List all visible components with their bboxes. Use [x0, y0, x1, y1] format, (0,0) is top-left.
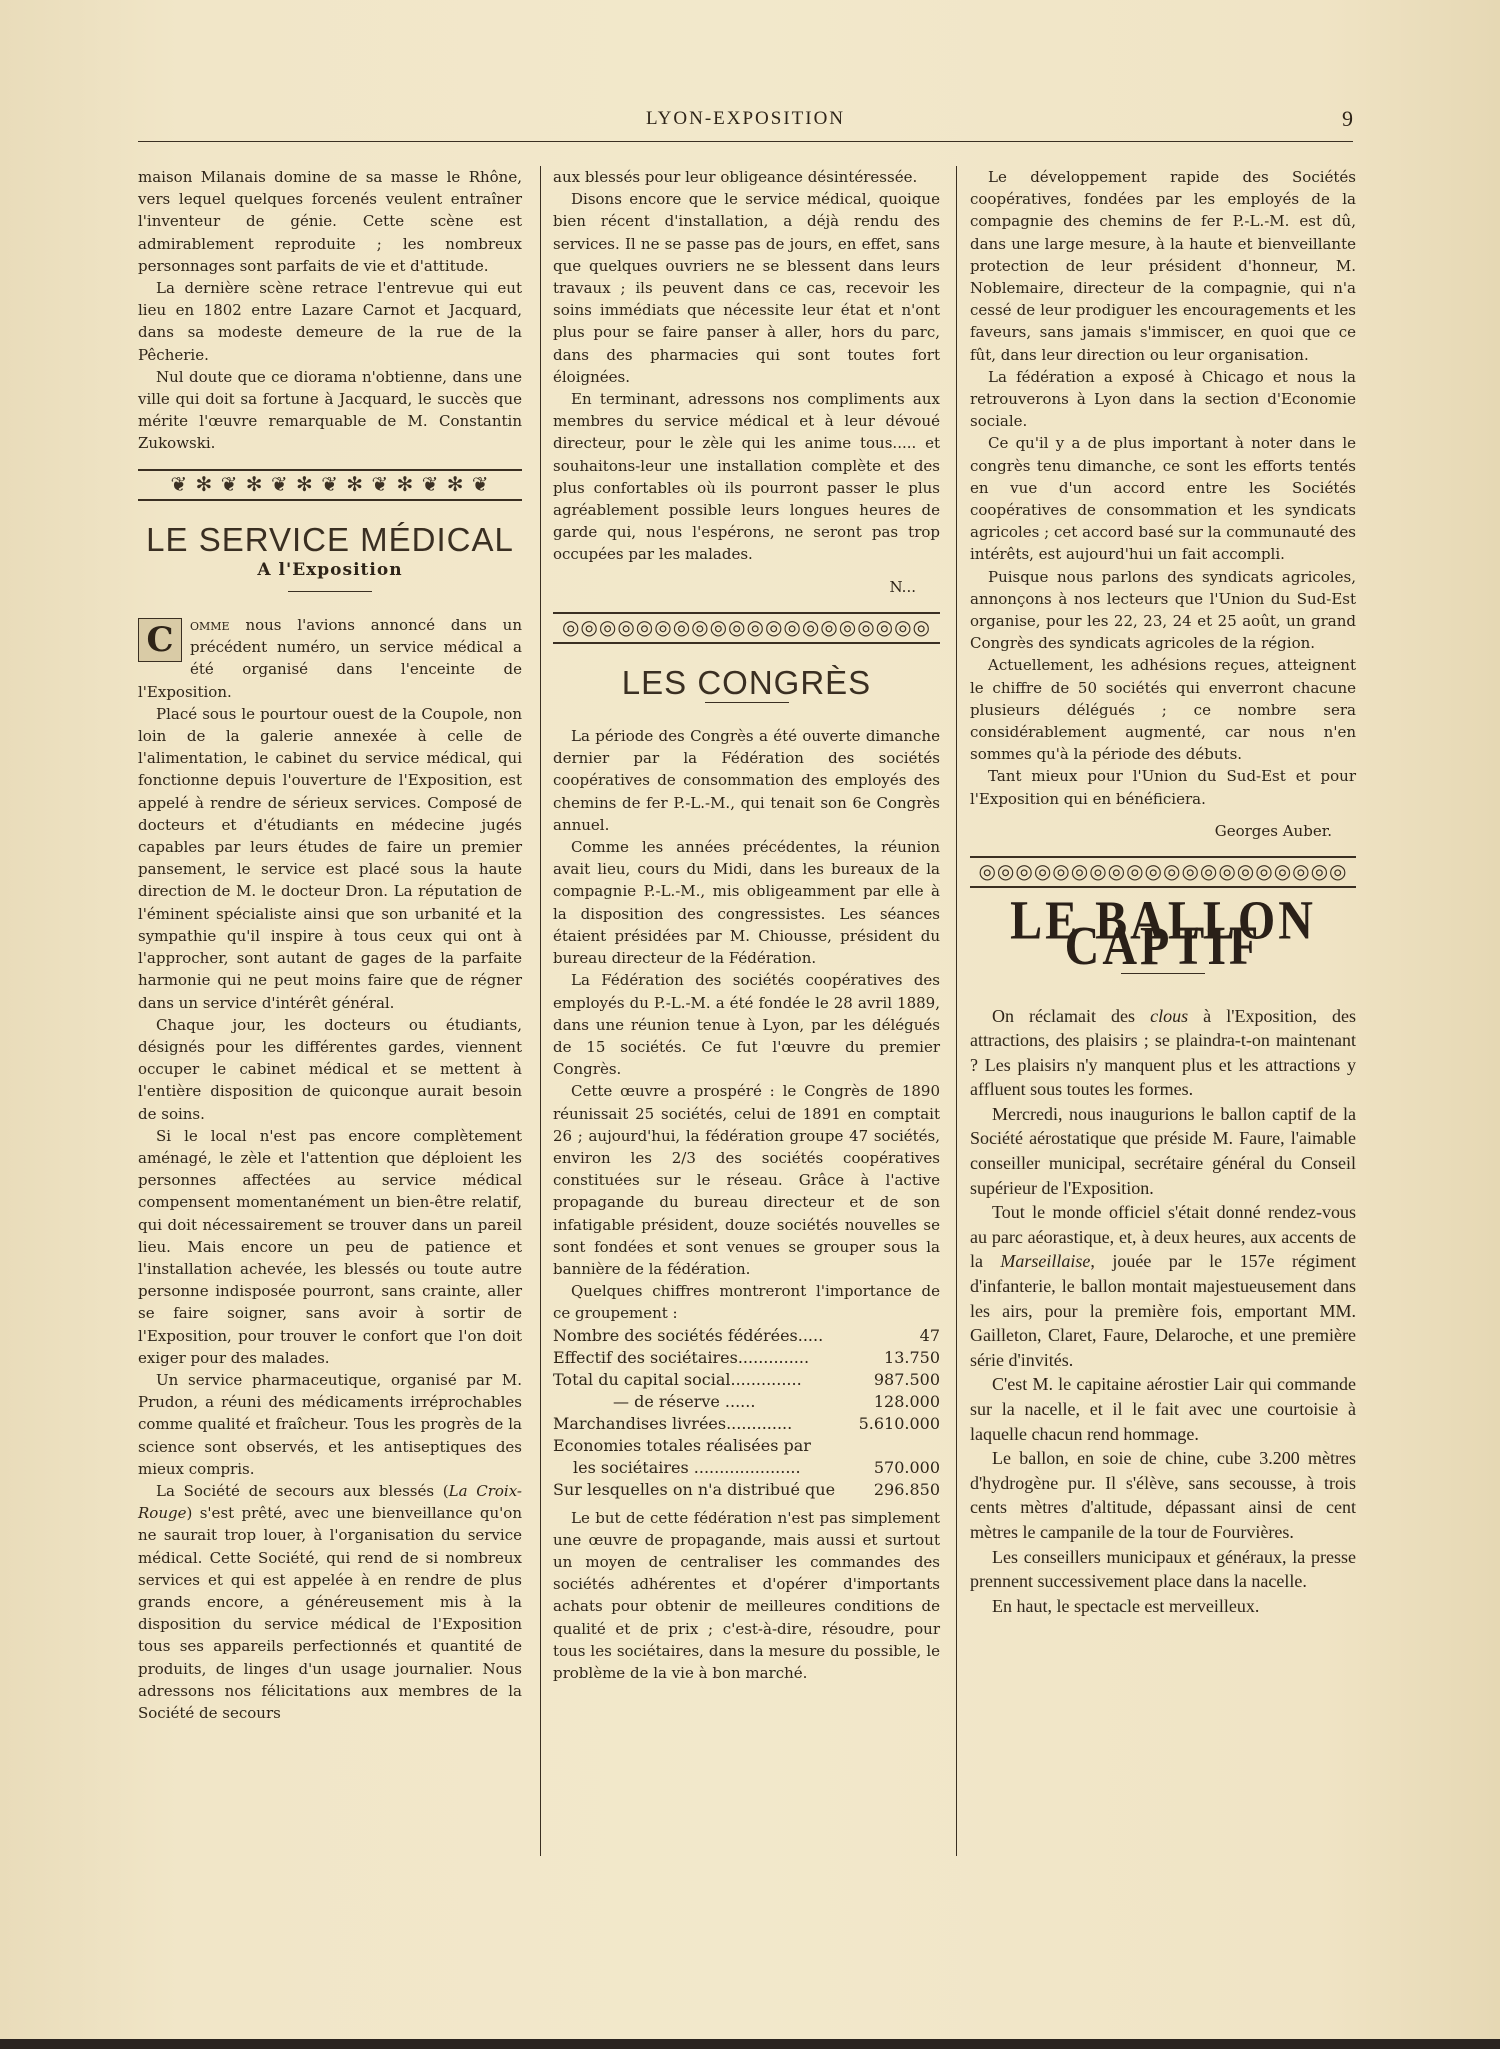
article-paragraph: Quelques chiffres montreront l'importance de ce groupement :: [553, 1282, 940, 1323]
article-paragraph: Ce qu'il y a de plus important à noter dans le congrès tenu dimanche, ce sont les efforts tentés en vue d'un accord entre les Sociétés coopératives de consommation et les syndicats agricoles ; cet accord basé sur la communauté des intérêts, est aujourd'hui un fait accompli.: [970, 434, 1356, 564]
lead-smallcaps: omme: [190, 616, 230, 635]
lead-text: nous l'avions annoncé dans un précédent numéro, un service médical a été organisé dans l'enceinte de l'Exposition.: [138, 616, 522, 701]
column-1: [138, 166, 522, 1724]
table-row: [553, 1347, 940, 1369]
article-paragraph: Le but de cette fédération n'est pas simplement une œuvre de propagande, mais aussi et surtout un moyen de centraliser les commandes des sociétés adhérentes et d'opérer d'importants achats pour obtenir de meilleures conditions de qualité et de prix ; c'est-à-dire, résoudre, pour tous les sociétaires, dans la mesure du possible, le problème de la vie à bon marché.: [553, 1508, 940, 1682]
text-run: ) s'est prêté, avec une bienveillance qu'on ne saurait trop louer, à l'organisation du service médical. Cette Société, qui rend de si nombreux services et qui est appelée à en rendre de plus grands encore, a généreusement mis à la disposition du service médical de l'Exposition tous ses appareils perfectionnés et quantité de produits, de linges d'un usage journalier. Nous adressons nos félicitations aux membres de la Société de secours: [138, 1504, 522, 1722]
section-title-service-medical: LE SERVICE MÉDICAL: [146, 520, 514, 558]
stat-label: Effectif des sociétaires..............: [553, 1347, 810, 1367]
article-paragraph: Puisque nous parlons des syndicats agricoles, annonçons à nos lecteurs que l'Union du Sud-Est organise, pour les 22, 23, 24 et 25 août, un grand Congrès des syndicats agricoles de la région.: [970, 567, 1356, 653]
page-number: 9: [1342, 106, 1353, 131]
scan-edge: [0, 2039, 1500, 2049]
header-rule: [138, 141, 1353, 142]
italic-text: clous: [1150, 1005, 1189, 1026]
table-row: [553, 1325, 940, 1347]
stat-label: — de réserve ......: [613, 1391, 756, 1411]
italic-text: Marseillaise: [1000, 1251, 1091, 1272]
ornament-glyphs: ◎◎◎◎◎◎◎◎◎◎◎◎◎◎◎◎◎◎◎◎: [561, 614, 932, 639]
article-paragraph: Si le local n'est pas encore complètement aménagé, le zèle et l'attention que déploient les personnes affectées au service médical compensent momentanément un bien-être relatif, qui doit nécessairement se trouver dans un pareil lieu. Mais encore un peu de patience et l'installation achevée, les blessés ou toute autre personne indisposée pourront, sans crainte, aller se faire soigner, sans avoir à sortir de l'Exposition, pour trouver le confort que l'on doit exiger pour des malades.: [138, 1126, 522, 1367]
stat-label: Nombre des sociétés fédérées.....: [553, 1325, 824, 1345]
section-title-congres: LES CONGRÈS: [621, 663, 872, 701]
article-paragraph: Un service pharmaceutique, organisé par M. Prudon, a réuni des médicaments irréprochables comme qualité et fraîcheur. Tous les progrès de la science sont observés, et les antiseptiques des mieux compris.: [138, 1370, 522, 1478]
stat-label: les sociétaires .....................: [573, 1457, 801, 1477]
stat-value: 128.000: [873, 1391, 940, 1411]
section-title-ballon-captif: LE BALLON CAPTIF: [1010, 890, 1316, 977]
drop-cap: C: [138, 618, 182, 662]
article-paragraph: [970, 1004, 1356, 1102]
article-paragraph: La période des Congrès a été ouverte dimanche dernier par la Fédération des sociétés coopératives de consommation des employés des chemins de fer P.-L.-M., qui tenait son 6e Congrès annuel.: [553, 727, 940, 834]
stat-value: 47: [919, 1325, 940, 1345]
article-paragraph: Chaque jour, les docteurs ou étudiants, désignés pour les différentes gardes, viennent occuper le cabinet médical et se mettent à l'entière disposition de quiconque aurait besoin de soins.: [138, 1015, 522, 1123]
stat-value: 570.000: [873, 1457, 940, 1477]
text-run: à l'Exposition, des attractions, des plaisirs ; se plaindra-t-on maintenant ? Les plaisirs n'y manquent plus et les attractions y affluent sous toutes les formes.: [970, 1005, 1356, 1100]
article-paragraph: La dernière scène retrace l'entrevue qui eut lieu en 1802 entre Lazare Carnot et Jacquard, dans sa modeste demeure de la rue de la Pêcherie.: [138, 279, 522, 364]
stat-value: 296.850: [873, 1479, 940, 1499]
table-row: [553, 1457, 940, 1479]
section-subtitle: A l'Exposition: [257, 559, 403, 580]
article-paragraph: Nul doute que ce diorama n'obtienne, dans une ville qui doit sa fortune à Jacquard, le succès que mérite l'œuvre remarquable de M. Constantin Zukowski.: [138, 367, 522, 453]
article-signature: Georges Auber.: [1214, 821, 1332, 840]
stat-value: 987.500: [873, 1369, 940, 1389]
text-run: , jouée par le 157e régiment d'infanterie, le ballon montait majestueusement dans les airs, pour la première fois, emportant MM. Gailleton, Claret, Faure, Delaroche, et une première série d'invités.: [970, 1251, 1356, 1370]
ornament-glyphs: ❦ ✻ ❦ ✻ ❦ ✻ ❦ ✻ ❦ ✻ ❦ ✻ ❦: [170, 471, 490, 496]
article-paragraph: Cette œuvre a prospéré : le Congrès de 1890 réunissait 25 sociétés, celui de 1891 en comptait 26 ; aujourd'hui, la fédération groupe 47 sociétés, environ les 2/3 des sociétés coopératives constituées sur le réseau. Grâce à l'active propagande du bureau directeur et de son infatigable président, douze sociétés nouvelles se sont fondées et sont venues se grouper sous la bannière de la fédération.: [553, 1082, 940, 1278]
article-paragraph: Mercredi, nous inaugurions le ballon captif de la Société aérostatique que préside M. Faure, l'aimable conseiller municipal, secrétaire général du Conseil supérieur de l'Exposition.: [970, 1103, 1356, 1198]
ornamental-divider: [138, 469, 522, 501]
table-row: [553, 1369, 940, 1391]
stat-label: Economies totales réalisées par: [553, 1435, 811, 1455]
statistics-table: [553, 1325, 940, 1501]
table-row: [553, 1435, 940, 1457]
article-paragraph: La Fédération des sociétés coopératives des employés du P.-L.-M. a été fondée le 28 avril 1889, dans une réunion tenue à Lyon, par les délégués de 15 sociétés. Ce fut l'œuvre du premier Congrès.: [553, 971, 940, 1079]
article-paragraph: Le ballon, en soie de chine, cube 3.200 mètres d'hydrogène pur. Il s'élève, sans secousse, à trois cents mètres d'altitude, dépassant ainsi de cent mètres le campanile de la tour de Fourvières.: [970, 1448, 1356, 1542]
stat-value: [853, 1435, 940, 1457]
text-run: On réclamait des: [992, 1005, 1151, 1026]
page-header: [138, 108, 1353, 144]
article-paragraph: maison Milanais domine de sa masse le Rhône, vers lequel quelques forcenés veulent entraîner l'inventeur de génie. Cette scène est admirablement reproduite ; les nombreux personnages sont parfaits de vie et d'attitude.: [138, 168, 522, 275]
lead-paragraph: [138, 614, 522, 703]
title-rule: [705, 702, 789, 703]
table-row: [553, 1479, 940, 1501]
article-signature: N...: [889, 577, 916, 596]
ornamental-divider: [970, 856, 1356, 888]
ornamental-divider: [553, 612, 940, 644]
article-paragraph: Tant mieux pour l'Union du Sud-Est et pour l'Exposition qui en bénéficiera.: [970, 767, 1356, 808]
article-paragraph: En haut, le spectacle est merveilleux.: [992, 1595, 1260, 1616]
article-paragraph: aux blessés pour leur obligeance désintéressée.: [553, 168, 918, 186]
stat-value: 5.610.000: [858, 1413, 940, 1433]
article-paragraph: Comme les années précédentes, la réunion avait lieu, cours du Midi, dans les bureaux de la compagnie P.-L.-M., mis obligeamment par elle à la disposition des congressistes. Les séances étaient présidées par M. Chiousse, président du bureau directeur de la Fédération.: [553, 838, 940, 968]
table-row: [553, 1413, 940, 1435]
italic-text: La Croix-Rouge: [138, 1481, 522, 1523]
article-paragraph: Disons encore que le service médical, quoique bien récent d'installation, a déjà rendu des services. Il ne se passe pas de jours, en effet, sans que quelques ouvriers ne se blessent dans leurs travaux ; ils peuvent dans ce cas, recevoir les soins immédiats que nécessite leur état et n'ont plus pour se faire panser à aller, hors du parc, dans des pharmacies qui sont toutes fort éloignées.: [553, 190, 940, 386]
column-3: [970, 166, 1356, 1618]
article-paragraph: C'est M. le capitaine aérostier Lair qui commande sur la nacelle, et il le fait avec une courtoisie à laquelle chacun rend hommage.: [970, 1374, 1356, 1444]
article-paragraph: [138, 1480, 522, 1724]
publication-title: LYON-EXPOSITION: [645, 108, 846, 129]
article-paragraph: Placé sous le pourtour ouest de la Coupole, non loin de la galerie annexée à celle de l'alimentation, le cabinet du service médical, qui fonctionne depuis l'ouverture de l'Exposition, est appelé à rendre de sérieux services. Composé de docteurs et d'étudiants en médecine jugés capables par leurs études de faire un premier pansement, le service est placé sous la haute direction de M. le docteur Dron. La réputation de l'éminent spécialiste ainsi que son urbanité et la sympathie qu'il inspire à tous ceux qui ont à l'approcher, sont autant de gages de la parfaite harmonie qui ne peut moins faire que de régner dans un service d'intérêt général.: [138, 704, 522, 1012]
stat-label: Sur lesquelles on n'a distribué que: [553, 1479, 836, 1499]
ballon-article: [970, 1004, 1356, 1619]
article-paragraph: Actuellement, les adhésions reçues, atteignent le chiffre de 50 sociétés qui enverront chacune plusieurs délégués ; ce nombre sera considérablement augmenté, car nous n'en sommes qu'à la période des débuts.: [970, 656, 1356, 764]
column-2: [553, 166, 940, 1684]
table-row: [553, 1391, 940, 1413]
text-run: Tout le monde officiel s'était donné rendez-vous au parc aéorastique, et, à deux heures, aux accents de la: [970, 1202, 1356, 1272]
text-run: La Société de secours aux blessés (: [156, 1481, 449, 1500]
stat-label: Total du capital social..............: [553, 1369, 802, 1389]
article-paragraph: La fédération a exposé à Chicago et nous la retrouverons à Lyon dans la section d'Economie sociale.: [970, 367, 1356, 431]
column-divider: [540, 166, 541, 1856]
ornament-glyphs: ◎◎◎◎◎◎◎◎◎◎◎◎◎◎◎◎◎◎◎◎: [978, 859, 1348, 884]
article-paragraph: [970, 1200, 1356, 1372]
column-divider: [956, 166, 957, 1856]
article-paragraph: Le développement rapide des Sociétés coopératives, fondées par les employés de la compagnie des chemins de fer P.-L.-M. est dû, dans une large mesure, à la haute et bienveillante protection de leur président d'honneur, M. Noblemaire, directeur de la compagnie, qui n'a cessé de leur prodiguer les encouragements et les faveurs, sans jamais s'immiscer, en quoi que ce fût, dans leur direction ou leur organisation.: [970, 168, 1356, 364]
stat-value: 13.750: [884, 1347, 940, 1367]
article-paragraph: Les conseillers municipaux et généraux, la presse prennent successivement place dans la nacelle.: [970, 1546, 1356, 1592]
stat-label: Marchandises livrées.............: [553, 1413, 793, 1433]
article-paragraph: En terminant, adressons nos compliments aux membres du service médical et à leur dévoué directeur, pour le zèle qui les anime tous..... et souhaitons-leur une installation complète et des plus confortables où ils pourront passer le plus agréablement possible leurs longues heures de garde qui, nous l'espérons, ne seront pas trop occupées par les malades.: [553, 390, 940, 564]
title-rule: [288, 591, 372, 592]
